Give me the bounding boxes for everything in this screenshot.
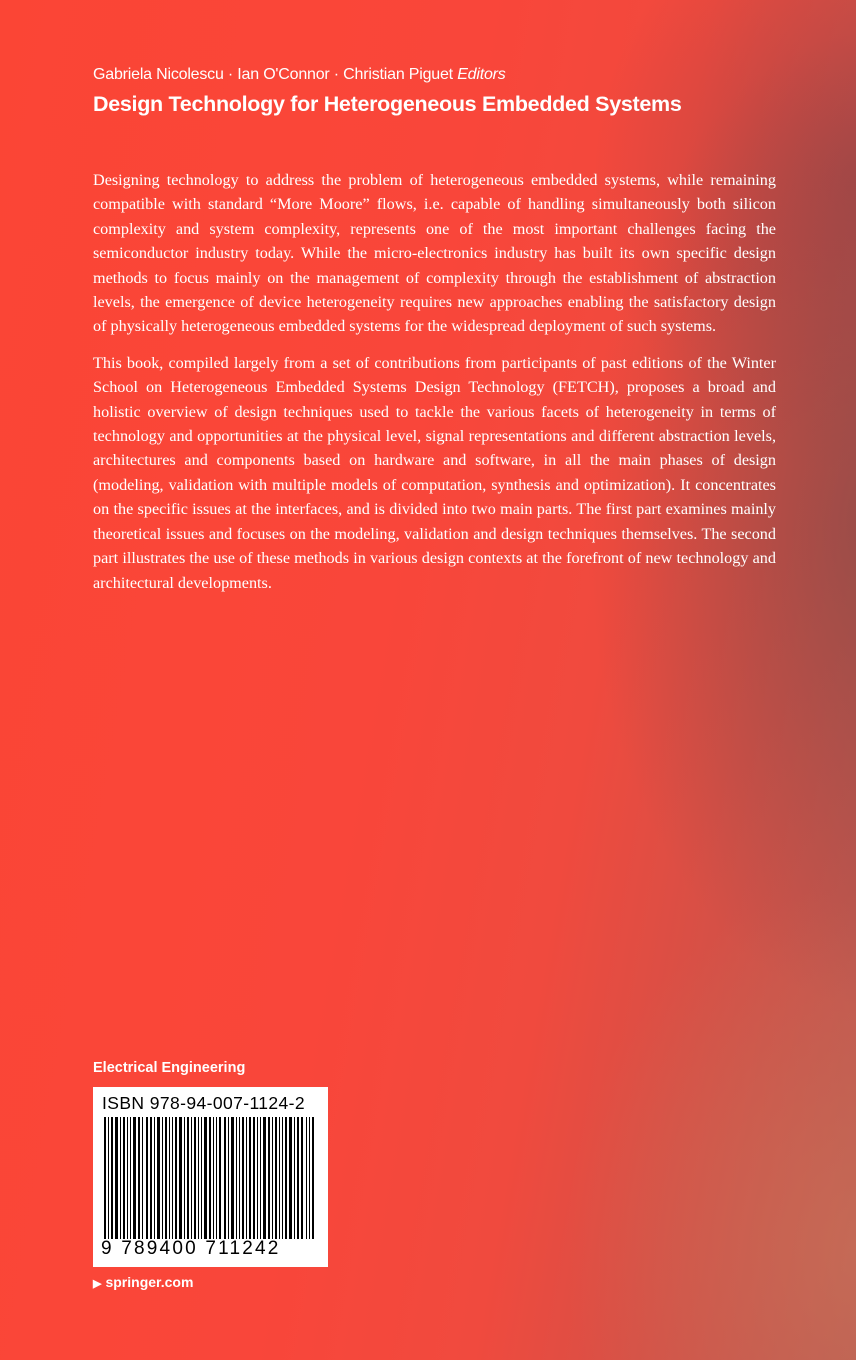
back-cover-blurb	[93, 168, 776, 607]
barcode-bar	[111, 1117, 113, 1239]
barcode-bar	[120, 1117, 121, 1239]
blurb-paragraph-2: This book, compiled largely from a set of contributions from participants of past editions of the Winter School on Heterogeneous Embedded Systems Design Technology (FETCH), proposes a broad and holistic overview of design techniques used to tackle the various facets of heterogeneity in terms of technology and opportunities at the physical level, signal representations and different abstraction levels, architectures and components based on hardware and software, in all the main phases of design (modeling, validation with multiple models of computation, synthesis and optimization). It concentrates on the specific issues at the interfaces, and is divided into two main parts. The first part examines mainly theoretical issues and focuses on the modeling, validation and design techniques themselves. The second part illustrates the use of these methods in various design contexts at the forefront of new technology and architectural developments.	[93, 353, 776, 592]
barcode-digits: 9 789400 711242	[101, 1238, 281, 1259]
barcode-bar	[309, 1117, 310, 1239]
editors-role: Editors	[457, 66, 506, 83]
barcode-bar	[279, 1117, 280, 1239]
publisher-url: springer.com	[105, 1274, 194, 1290]
barcode-bar	[123, 1117, 125, 1239]
barcode-bar	[104, 1117, 106, 1239]
barcode-bar	[275, 1117, 277, 1239]
barcode-bar	[263, 1117, 266, 1239]
barcode-bar	[127, 1117, 128, 1239]
barcode-bar	[282, 1117, 283, 1239]
barcode-bar	[198, 1117, 199, 1239]
barcode-bar	[172, 1117, 173, 1239]
barcode-bar	[187, 1117, 189, 1239]
barcode-bar	[242, 1117, 244, 1239]
barcode-bar	[213, 1117, 214, 1239]
barcode-bar	[224, 1117, 226, 1239]
publisher-link[interactable]	[93, 1274, 193, 1290]
barcode-bar	[138, 1117, 140, 1239]
barcode-bar	[184, 1117, 185, 1239]
barcode-bar	[201, 1117, 202, 1239]
barcode-bar	[231, 1117, 234, 1239]
barcode-bar	[150, 1117, 152, 1239]
editors-line	[93, 64, 793, 86]
barcode-bar	[219, 1117, 221, 1239]
barcode-bar	[294, 1117, 295, 1239]
barcode-bar	[179, 1117, 182, 1239]
barcode-bar	[154, 1117, 155, 1239]
barcode-bar	[301, 1117, 303, 1239]
blurb-paragraph-1: Designing technology to address the problem of heterogeneous embedded systems, while remaining compatible with standard “More Moore” flows, i.e. capable of handling simultaneously both silicon complexity and system complexity, represents one of the most important challenges facing the semiconductor industry today. While the micro-electronics industry has built its own specific design methods to focus mainly on the management of complexity through the establishment of abstraction levels, the emergence of device heterogeneity requires new approaches enabling the satisfactory design of physically heterogeneous embedded systems for the widespread deployment of such systems.	[93, 171, 776, 336]
cover-header	[93, 64, 793, 118]
isbn-label: ISBN 978-94-007-1124-2	[102, 1093, 306, 1113]
barcode-bar	[162, 1117, 163, 1239]
book-title: Design Technology for Heterogeneous Embedded Systems	[93, 92, 682, 116]
barcode-bar	[260, 1117, 261, 1239]
barcode-bar	[142, 1117, 143, 1239]
barcode-bar	[236, 1117, 237, 1239]
arrow-icon: ▶	[93, 1278, 102, 1290]
barcode-bar	[169, 1117, 170, 1239]
barcode-bar	[239, 1117, 240, 1239]
barcode-bar	[306, 1117, 307, 1239]
barcode-bar	[194, 1117, 196, 1239]
barcode-bars	[104, 1117, 314, 1239]
barcode-bar	[253, 1117, 255, 1239]
barcode-bar	[246, 1117, 247, 1239]
subject-category: Electrical Engineering	[93, 1060, 246, 1076]
barcode-bar	[249, 1117, 251, 1239]
barcode-bar	[191, 1117, 192, 1239]
barcode-bar	[216, 1117, 217, 1239]
editors-names: Gabriela Nicolescu · Ian O'Connor · Christian Piguet	[93, 66, 453, 83]
barcode-bar	[108, 1117, 109, 1239]
barcode-bar	[115, 1117, 118, 1239]
barcode-bar	[133, 1117, 136, 1239]
isbn-barcode	[93, 1087, 328, 1267]
barcode-bar	[165, 1117, 167, 1239]
barcode-bar	[268, 1117, 270, 1239]
barcode-bar	[157, 1117, 160, 1239]
barcode-bar	[297, 1117, 299, 1239]
barcode-bar	[312, 1117, 314, 1239]
barcode-bar	[175, 1117, 177, 1239]
barcode-bar	[272, 1117, 273, 1239]
barcode-bar	[204, 1117, 207, 1239]
barcode-bar	[130, 1117, 131, 1239]
barcode-bar	[285, 1117, 287, 1239]
barcode-bar	[209, 1117, 211, 1239]
barcode-bar	[146, 1117, 148, 1239]
barcode-bar	[257, 1117, 258, 1239]
barcode-bar	[228, 1117, 229, 1239]
barcode-bar	[289, 1117, 292, 1239]
